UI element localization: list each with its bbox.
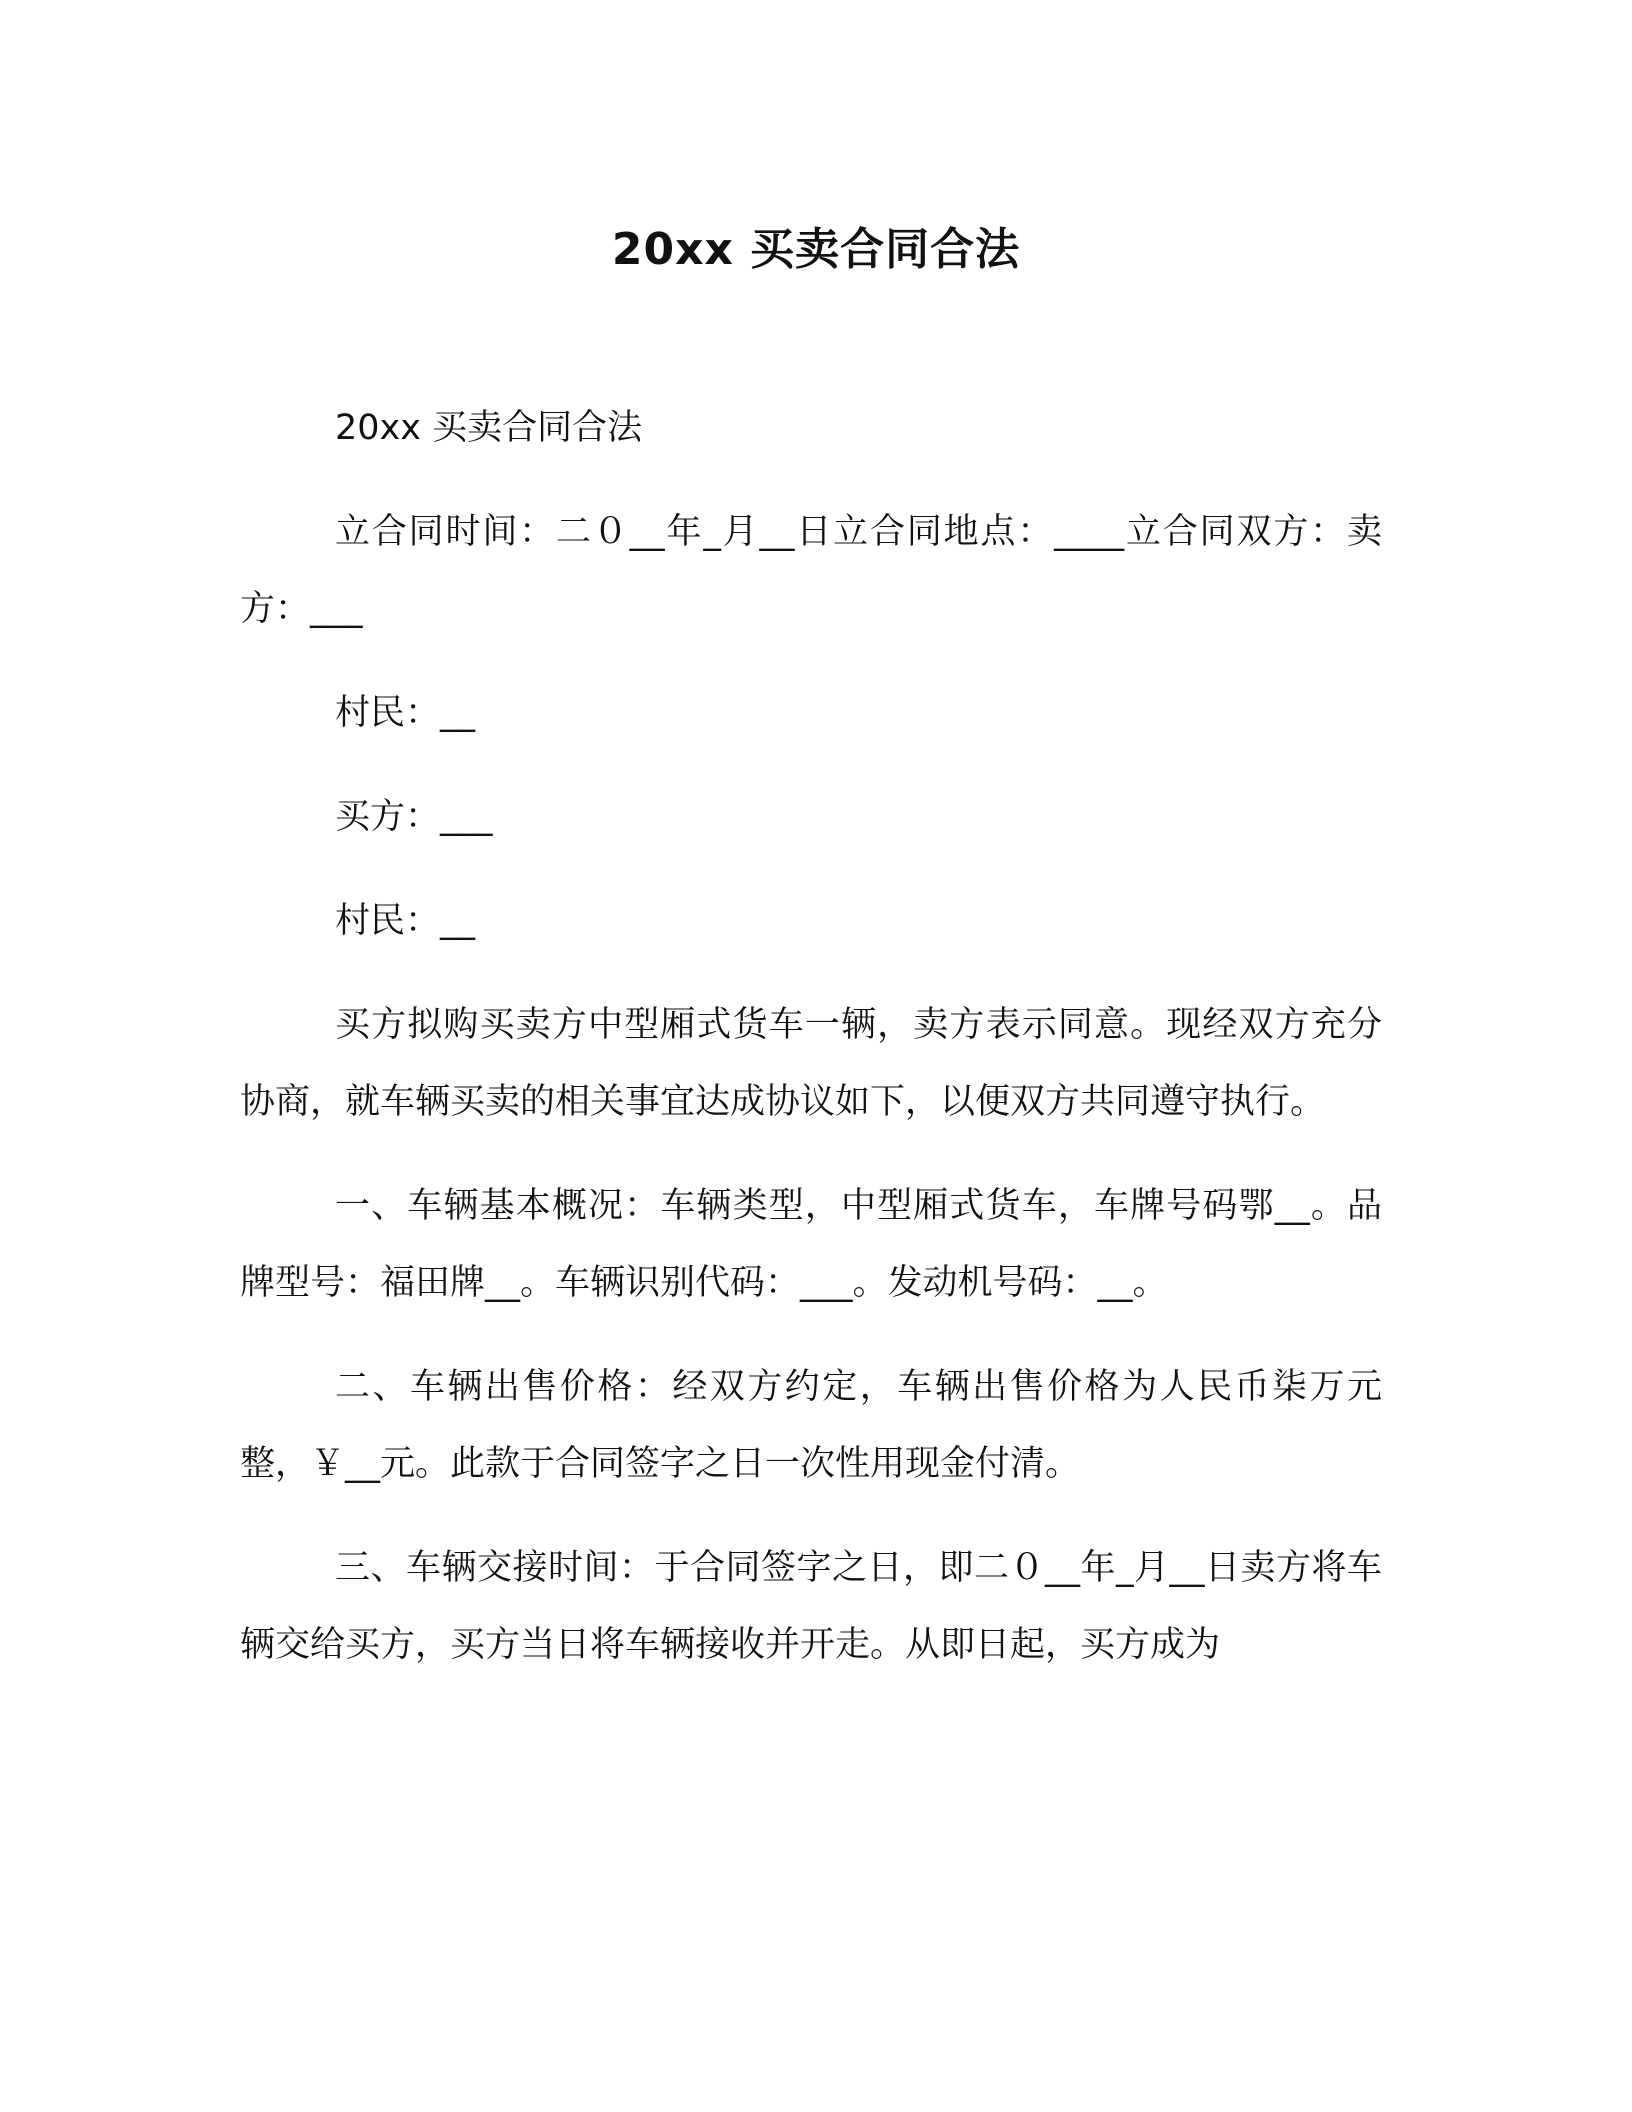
paragraph-seller-villager: 村民：__ xyxy=(335,693,476,733)
paragraph-clause-1: 一、车辆基本概况：车辆类型，中型厢式货车，车牌号码鄂__。品牌型号：福田牌__。车辆识别代码：___。发动机号码：__。 xyxy=(240,1186,1382,1303)
paragraph-buyer-villager: 村民：__ xyxy=(335,901,476,941)
document-title: 20xx 买卖合同合法 xyxy=(611,224,1021,275)
paragraph-buyer: 买方：___ xyxy=(335,797,493,837)
paragraph-intro: 买方拟购买卖方中型厢式货车一辆，卖方表示同意。现经双方充分协商，就车辆买卖的相关事宜达成协议如下，以便双方共同遵守执行。 xyxy=(240,1005,1382,1122)
paragraph-subtitle: 20xx 买卖合同合法 xyxy=(335,408,643,448)
document-body xyxy=(240,390,1382,1711)
paragraph-clause-3: 三、车辆交接时间：于合同签字之日，即二０__年_月__日卖方将车辆交给买方，买方当日将车辆接收并开走。从即日起，买方成为 xyxy=(240,1548,1382,1665)
paragraph-clause-2: 二、车辆出售价格：经双方约定，车辆出售价格为人民币柒万元整，￥__元。此款于合同签字之日一次性用现金付清。 xyxy=(240,1367,1382,1484)
paragraph-contract-info: 立合同时间：二０__年_月__日立合同地点：____立合同双方：卖方：___ xyxy=(240,512,1382,629)
